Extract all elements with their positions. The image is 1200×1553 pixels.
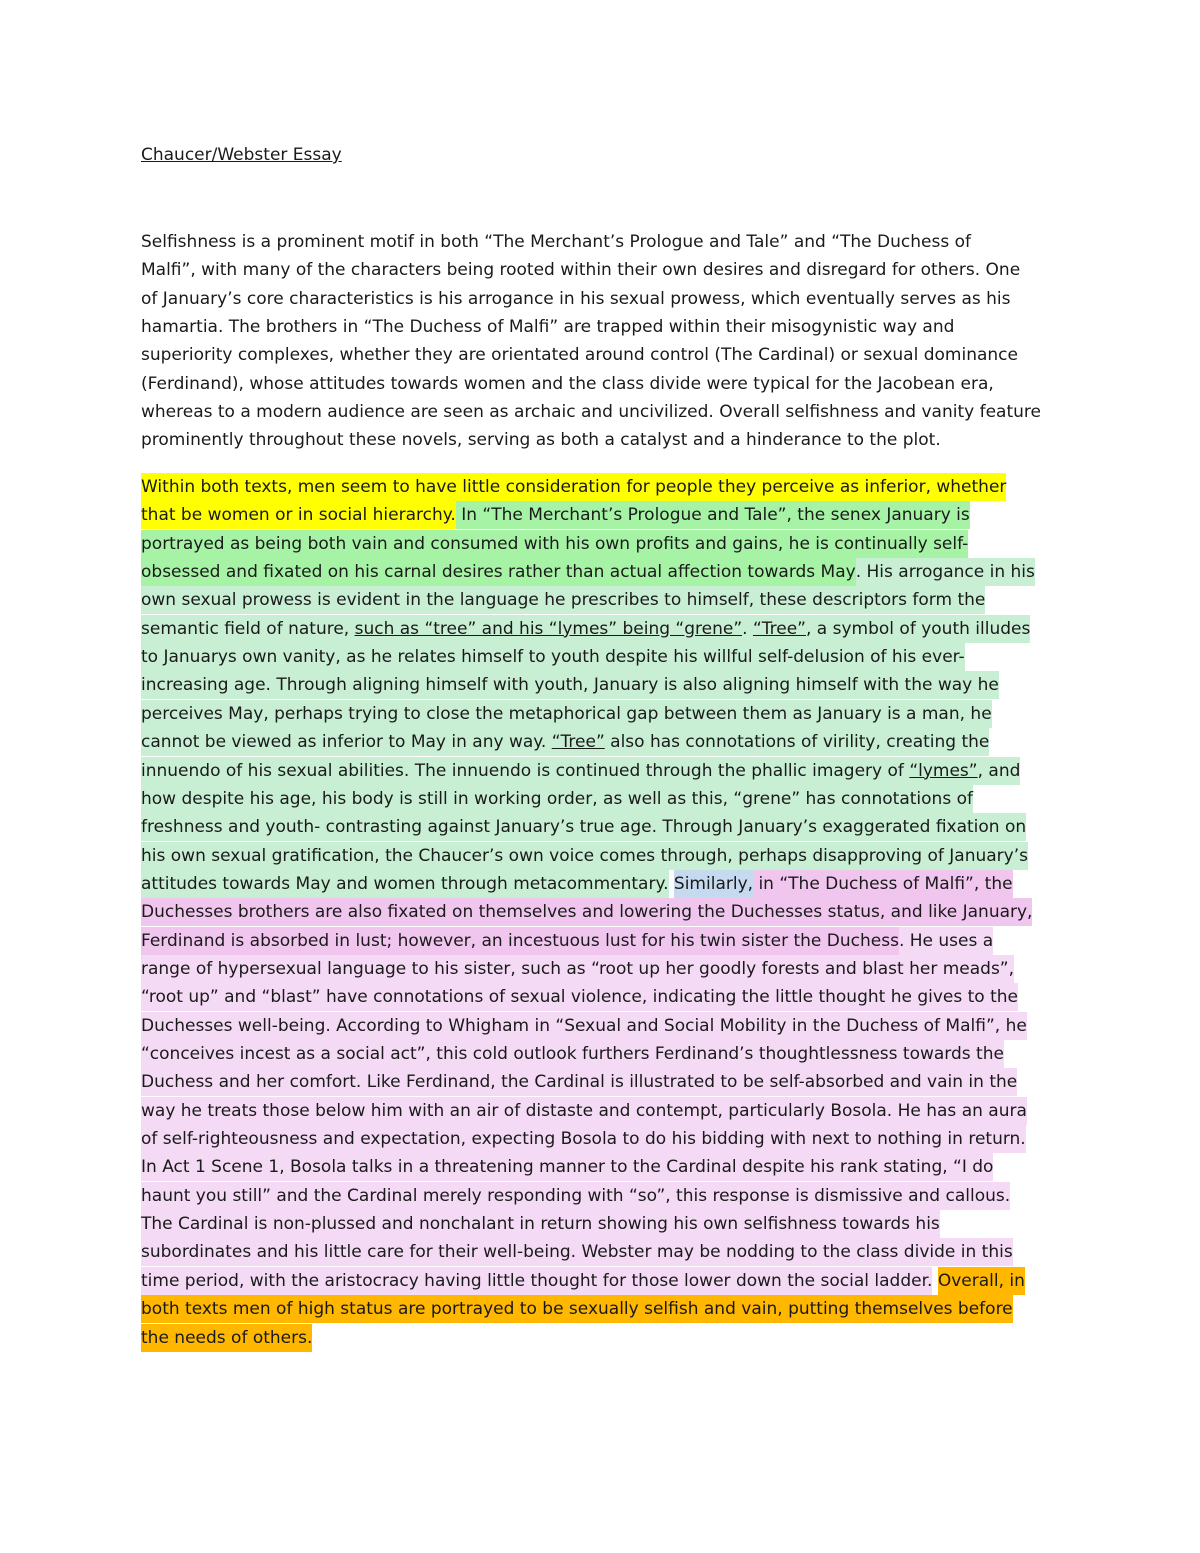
body-line: [141, 1295, 1013, 1323]
highlight-segment-green: In “The Merchant’s Prologue and Tale”, the senex January is: [456, 501, 970, 529]
highlight-segment-green: portrayed as being both vain and consumed with his own profits and gains, he is continually self-: [141, 530, 968, 558]
intro-line: prominently throughout these novels, serving as both a catalyst and a hinderance to the plot.: [141, 430, 941, 451]
intro-line: (Ferdinand), whose attitudes towards women and the class divide were typical for the Jacobean era,: [141, 373, 994, 394]
body-line: [141, 1068, 1017, 1096]
body-line: [141, 558, 1035, 586]
highlight-segment-pink: in “The Duchess of Malfi”, the: [753, 870, 1013, 898]
highlight-segment-lavender: subordinates and his little care for their well-being. Webster may be nodding to the class divide in this: [141, 1238, 1013, 1266]
highlight-segment-lavender: time period, with the aristocracy having little thought for those lower down the social ladder.: [141, 1267, 932, 1295]
highlight-segment-lavender: way he treats those below him with an air of distaste and contempt, particularly Bosola. He has an aura: [141, 1097, 1027, 1125]
body-line: [141, 898, 1032, 926]
body-line: [141, 757, 1020, 785]
highlight-segment-lavender: Duchess and her comfort. Like Ferdinand, the Cardinal is illustrated to be self-absorbed and vain in the: [141, 1068, 1017, 1096]
body-line: [141, 955, 1014, 983]
body-line: [141, 728, 989, 756]
highlight-segment-mint: innuendo of his sexual abilities. The innuendo is continued through the phallic imagery of: [141, 757, 909, 785]
highlight-segment-lavender: Duchesses well-being. According to Whigham in “Sexual and Social Mobility in the Duchess of Malfi”, he: [141, 1012, 1027, 1040]
highlight-segment-mint: .: [742, 615, 753, 643]
body-line: [141, 643, 965, 671]
highlight-segment-mint: also has connotations of virility, creating the: [605, 728, 990, 756]
body-line: [141, 586, 985, 614]
highlight-segment-pink: Ferdinand is absorbed in lust; however, an incestuous lust for his twin sister the Duchess: [141, 927, 899, 955]
highlight-segment-mint: own sexual prowess is evident in the language he prescribes to himself, these descriptors form the: [141, 586, 985, 614]
highlight-segment-mint: attitudes towards May and women through metacommentary.: [141, 870, 669, 898]
body-line: [141, 700, 992, 728]
highlight-segment-lavender: range of hypersexual language to his sister, such as “root up her goodly forests and blast her meads”,: [141, 955, 1014, 983]
highlight-segment-mint: “Tree”: [753, 615, 806, 643]
highlight-segment-mint: , and: [978, 757, 1021, 785]
highlight-segment-mint: perceives May, perhaps trying to close the metaphorical gap between them as January is a man, he: [141, 700, 992, 728]
intro-line: hamartia. The brothers in “The Duchess of Malfi” are trapped within their misogynistic way and: [141, 317, 955, 338]
highlight-segment-mint: to Januarys own vanity, as he relates himself to youth despite his willful self-delusion of his ever-: [141, 643, 965, 671]
highlight-segment-mint: semantic field of nature,: [141, 615, 355, 643]
intro-line: whereas to a modern audience are seen as archaic and uncivilized. Overall selfishness and vanity feature: [141, 402, 1041, 423]
highlight-segment-mint: cannot be viewed as inferior to May in any way.: [141, 728, 552, 756]
intro-line: superiority complexes, whether they are orientated around control (The Cardinal) or sexual dominance: [141, 345, 1018, 366]
highlight-segment-orange: the needs of others.: [141, 1324, 312, 1352]
highlight-segment-blue: Similarly,: [674, 870, 753, 898]
document-title: Chaucer/Webster Essay: [141, 145, 342, 165]
body-line: [141, 501, 970, 529]
body-line: [141, 927, 993, 955]
body-line: [141, 785, 973, 813]
highlight-segment-yellow: Within both texts, men seem to have little consideration for people they perceive as inferior, whether: [141, 473, 1006, 501]
highlight-segment-mint: . His arrogance in his: [856, 558, 1035, 586]
highlight-segment-lavender: . He uses a: [899, 927, 993, 955]
highlight-segment-yellow: that be women or in social hierarchy.: [141, 501, 456, 529]
highlight-segment-mint: “lymes”: [909, 757, 977, 785]
body-line: [141, 983, 1018, 1011]
highlight-segment-lavender: “root up” and “blast” have connotations of sexual violence, indicating the little thought he gives to the: [141, 983, 1018, 1011]
body-line: [141, 842, 1028, 870]
highlight-segment-mint: “Tree”: [552, 728, 605, 756]
highlight-segment-pink: Duchesses brothers are also fixated on themselves and lowering the Duchesses status, and like January,: [141, 898, 1032, 926]
body-line: [141, 1238, 1013, 1266]
body-line: [141, 1182, 1010, 1210]
highlight-segment-mint: his own sexual gratification, the Chaucer’s own voice comes through, perhaps disapproving of January’s: [141, 842, 1028, 870]
body-line: [141, 1097, 1027, 1125]
highlight-segment-mint: freshness and youth- contrasting against January’s true age. Through January’s exaggerated fixation on: [141, 813, 1026, 841]
highlight-segment-lavender: “conceives incest as a social act”, this cold outlook furthers Ferdinand’s thoughtlessness towards the: [141, 1040, 1004, 1068]
highlight-segment-mint: how despite his age, his body is still in working order, as well as this, “grene” has connotations of: [141, 785, 973, 813]
highlight-segment-lavender: In Act 1 Scene 1, Bosola talks in a threatening manner to the Cardinal despite his rank stating, “I do: [141, 1153, 993, 1181]
body-line: [141, 671, 999, 699]
highlight-segment-orange: Overall, in: [938, 1267, 1025, 1295]
highlight-segment-orange: both texts men of high status are portrayed to be sexually selfish and vain, putting themselves before: [141, 1295, 1013, 1323]
intro-line: Malfi”, with many of the characters being rooted within their own desires and disregard for others. One: [141, 260, 1021, 281]
body-line: [141, 1324, 312, 1352]
body-line: [141, 615, 1030, 643]
body-line: [141, 813, 1026, 841]
highlight-segment-mint: increasing age. Through aligning himself with youth, January is also aligning himself with the way he: [141, 671, 999, 699]
body-line: [141, 1012, 1027, 1040]
body-line: [141, 1153, 993, 1181]
highlight-segment-green: obsessed and fixated on his carnal desires rather than actual affection towards May: [141, 558, 856, 586]
highlight-segment-mint: such as “tree” and his “lymes” being “grene”: [355, 615, 743, 643]
highlight-segment-lavender: of self-righteousness and expectation, expecting Bosola to do his bidding with next to nothing in return.: [141, 1125, 1026, 1153]
body-line: [141, 473, 1006, 501]
highlight-segment-lavender: The Cardinal is non-plussed and nonchalant in return showing his own selfishness towards his: [141, 1210, 940, 1238]
body-line: [141, 1125, 1026, 1153]
highlight-segment-mint: , a symbol of youth illudes: [806, 615, 1030, 643]
highlight-segment-lavender: haunt you still” and the Cardinal merely responding with “so”, this response is dismissive and callous.: [141, 1182, 1010, 1210]
body-line: [141, 530, 968, 558]
body-line: [141, 1267, 1025, 1295]
intro-line: of January’s core characteristics is his arrogance in his sexual prowess, which eventually serves as his: [141, 288, 1011, 309]
body-line: [141, 1040, 1004, 1068]
intro-line: Selfishness is a prominent motif in both “The Merchant’s Prologue and Tale” and “The Duchess of: [141, 232, 971, 252]
body-line: [141, 870, 1013, 898]
body-line: [141, 1210, 940, 1238]
